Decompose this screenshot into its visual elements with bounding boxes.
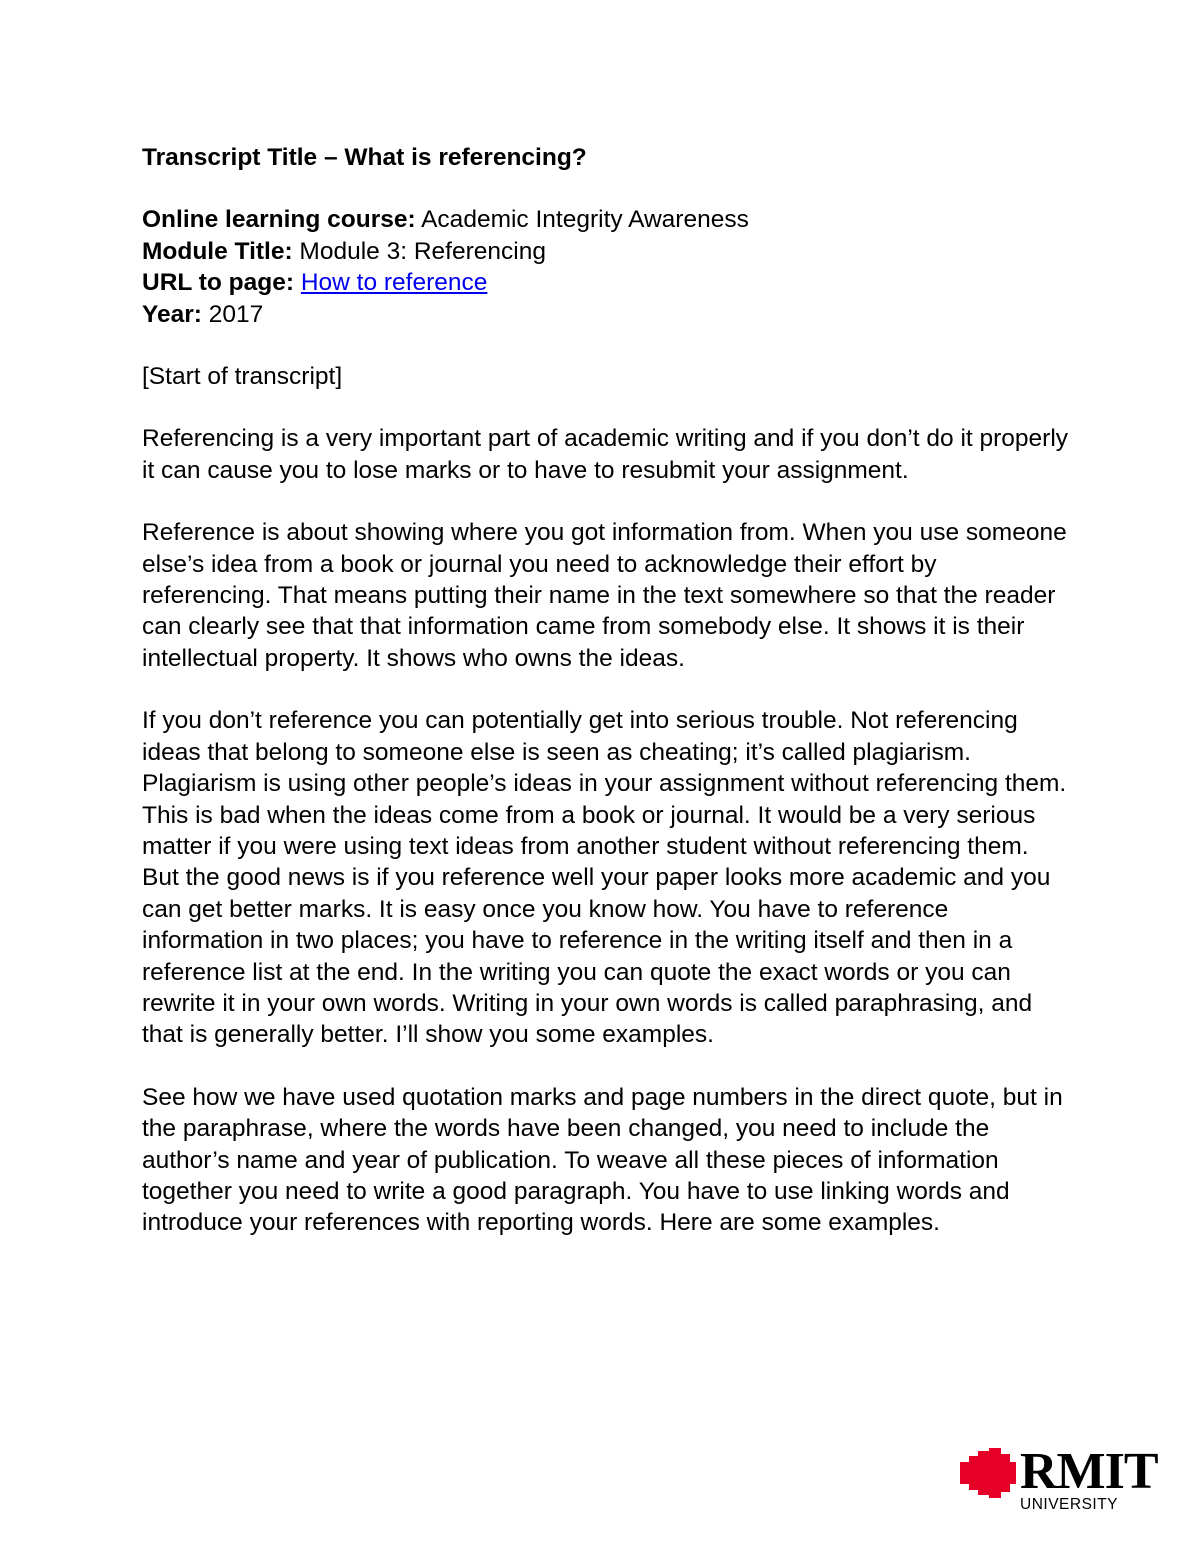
meta-module-value: Module 3: Referencing: [292, 237, 546, 265]
rmit-pixel-mark-icon: [960, 1448, 1016, 1498]
meta-course-value: Academic Integrity Awareness: [415, 206, 749, 234]
meta-year-value: 2017: [201, 300, 264, 328]
logo-wordmark: RMIT: [1020, 1443, 1158, 1500]
how-to-reference-link[interactable]: How to reference: [300, 269, 488, 297]
document-body: [142, 142, 1072, 1270]
rmit-logo: [960, 1443, 1160, 1526]
paragraph-4: See how we have used quotation marks and page numbers in the direct quote, but in the paraphrase, where the words have been changed, you need to include the author’s name and year of publication. To weave all these pieces of information together you need to write a good paragraph. You have to use linking words and introduce your references with reporting words. Here are some examples.: [142, 1083, 1063, 1237]
meta-module: [142, 236, 1072, 267]
meta-year-key: Year:: [142, 300, 202, 328]
paragraph-1: Referencing is a very important part of academic writing and if you don’t do it properly it can cause you to lose marks or to have to resubmit your assignment.: [142, 425, 1069, 484]
logo-mark-shape: [960, 1448, 1016, 1498]
meta-course: [142, 204, 1072, 235]
start-marker: [Start of transcript]: [142, 363, 343, 391]
meta-url-key: URL to page:: [142, 269, 294, 297]
meta-course-key: Online learning course:: [142, 206, 416, 234]
meta-module-key: Module Title:: [142, 237, 293, 265]
paragraph-3: If you don’t reference you can potentially get into serious trouble. Not referencing ideas that belong to someone else is seen as cheating; it’s called plagiarism. Plagiarism is using other people’s ideas in your assignment without referencing them. This is bad when the ideas come from a book or journal. It would be a very serious matter if you were using text ideas from another student without referencing them. But the good news is if you reference well your paper looks more academic and you can get better marks. It is easy once you know how. You have to reference information in two places; you have to reference in the writing itself and then in a reference list at the end. In the writing you can quote the exact words or you can rewrite it in your own words. Writing in your own words is called paraphrasing, and that is generally better. I’ll show you some examples.: [142, 707, 1067, 1049]
meta-year: [142, 299, 1072, 330]
paragraph-2: Reference is about showing where you got information from. When you use someone else’s idea from a book or journal you need to acknowledge their effort by referencing. That means putting their name in the text somewhere so that the reader can clearly see that that information came from somebody else. It shows it is their intellectual property. It shows who owns the ideas.: [142, 519, 1067, 672]
logo-subtitle: UNIVERSITY: [1020, 1496, 1119, 1513]
spacer: [142, 330, 1072, 361]
transcript-title: Transcript Title – What is referencing?: [142, 144, 587, 171]
meta-url: [142, 267, 1072, 298]
